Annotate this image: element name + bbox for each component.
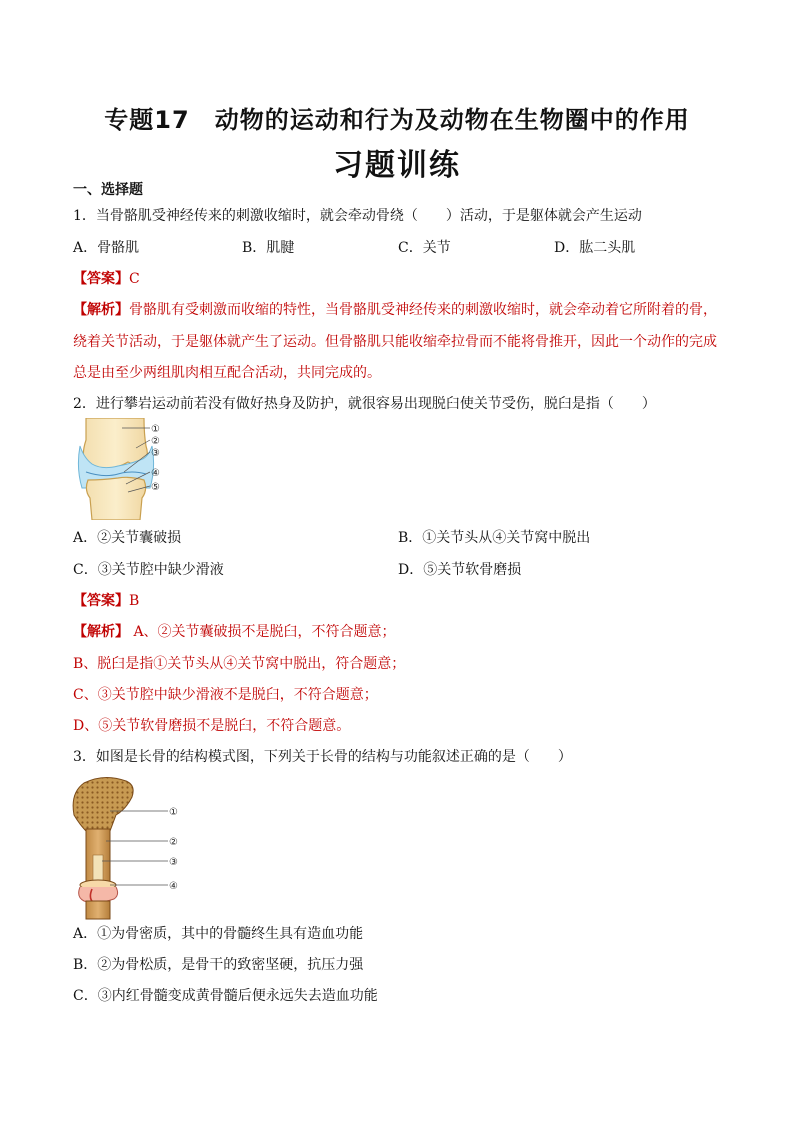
figure-label-1: ①	[151, 424, 160, 435]
q1-option-b: B．肌腱	[242, 240, 295, 256]
q3-stem: 3．如图是长骨的结构模式图，下列关于长骨的结构与功能叙述正确的是（ ）	[73, 749, 572, 765]
q3-option-a: A．①为骨密质，其中的骨髓终生具有造血功能	[73, 926, 364, 942]
q1-option-a: A．骨骼肌	[73, 240, 140, 256]
q2-option-b: B．①关节头从④关节窝中脱出	[398, 530, 591, 546]
q3-option-c: C．③内红骨髓变成黄骨髓后便永远失去造血功能	[73, 988, 378, 1004]
figure-label-4: ④	[151, 468, 160, 479]
q1-analysis-line-3: 总是由至少两组肌肉相互配合活动，共同完成的。	[73, 365, 381, 381]
figure-label-1: ①	[169, 807, 178, 818]
figure-label-2: ②	[169, 837, 178, 848]
analysis-tag: 【解析】	[73, 302, 129, 318]
analysis-text: A、②关节囊破损不是脱臼，不符合题意；	[129, 624, 396, 640]
figure-label-3: ③	[169, 857, 178, 868]
answer-tag: 【答案】	[73, 271, 129, 287]
analysis-text: 骨骼肌有受刺激而收缩的特性，当骨骼肌受神经传来的刺激收缩时，就会牵动着它所附着的骨，	[129, 302, 717, 318]
q2-analysis-line-4: D、⑤关节软骨磨损不是脱臼，不符合题意。	[73, 718, 351, 734]
figure-label-2: ②	[151, 436, 160, 447]
q1-analysis-line-2: 绕着关节活动，于是躯体就产生了运动。但骨骼肌只能收缩牵拉骨而不能将骨推开，因此一个动作的完成	[73, 334, 717, 350]
q2-answer	[73, 591, 139, 611]
knee-joint-figure	[74, 418, 174, 520]
long-bone-figure	[70, 775, 185, 920]
q2-analysis-line-2: B、脱臼是指①关节头从④关节窝中脱出，符合题意；	[73, 656, 406, 672]
q1-option-d: D．肱二头肌	[554, 240, 636, 256]
answer-value: B	[129, 593, 140, 609]
answer-value: C	[129, 271, 140, 287]
q1-answer	[73, 269, 140, 289]
q2-analysis-line-3: C、③关节腔中缺少滑液不是脱臼，不符合题意；	[73, 687, 378, 703]
page-title: 专题17 动物的运动和行为及动物在生物圈中的作用	[104, 106, 690, 134]
q2-option-d: D．⑤关节软骨磨损	[398, 562, 522, 578]
q1-option-c: C．关节	[398, 240, 451, 256]
q2-analysis-line-1	[73, 622, 396, 642]
figure-label-5: ⑤	[151, 482, 160, 493]
figure-label-4: ④	[169, 881, 178, 892]
q3-option-b: B．②为骨松质，是骨干的致密坚硬，抗压力强	[73, 957, 364, 973]
section-heading: 一、选择题	[73, 182, 143, 198]
q2-option-c: C．③关节腔中缺少滑液	[73, 562, 224, 578]
q2-option-a: A．②关节囊破损	[73, 530, 182, 546]
page-subtitle: 习题训练	[333, 148, 461, 183]
q1-analysis-line-1	[73, 300, 717, 320]
answer-tag: 【答案】	[73, 593, 129, 609]
analysis-tag: 【解析】	[73, 624, 129, 640]
figure-label-3: ③	[151, 448, 160, 459]
q2-stem: 2．进行攀岩运动前若没有做好热身及防护，就很容易出现脱臼使关节受伤，脱臼是指（ ）	[73, 396, 656, 412]
q1-stem: 1．当骨骼肌受神经传来的刺激收缩时，就会牵动骨绕（ ）活动，于是躯体就会产生运动	[73, 208, 642, 224]
